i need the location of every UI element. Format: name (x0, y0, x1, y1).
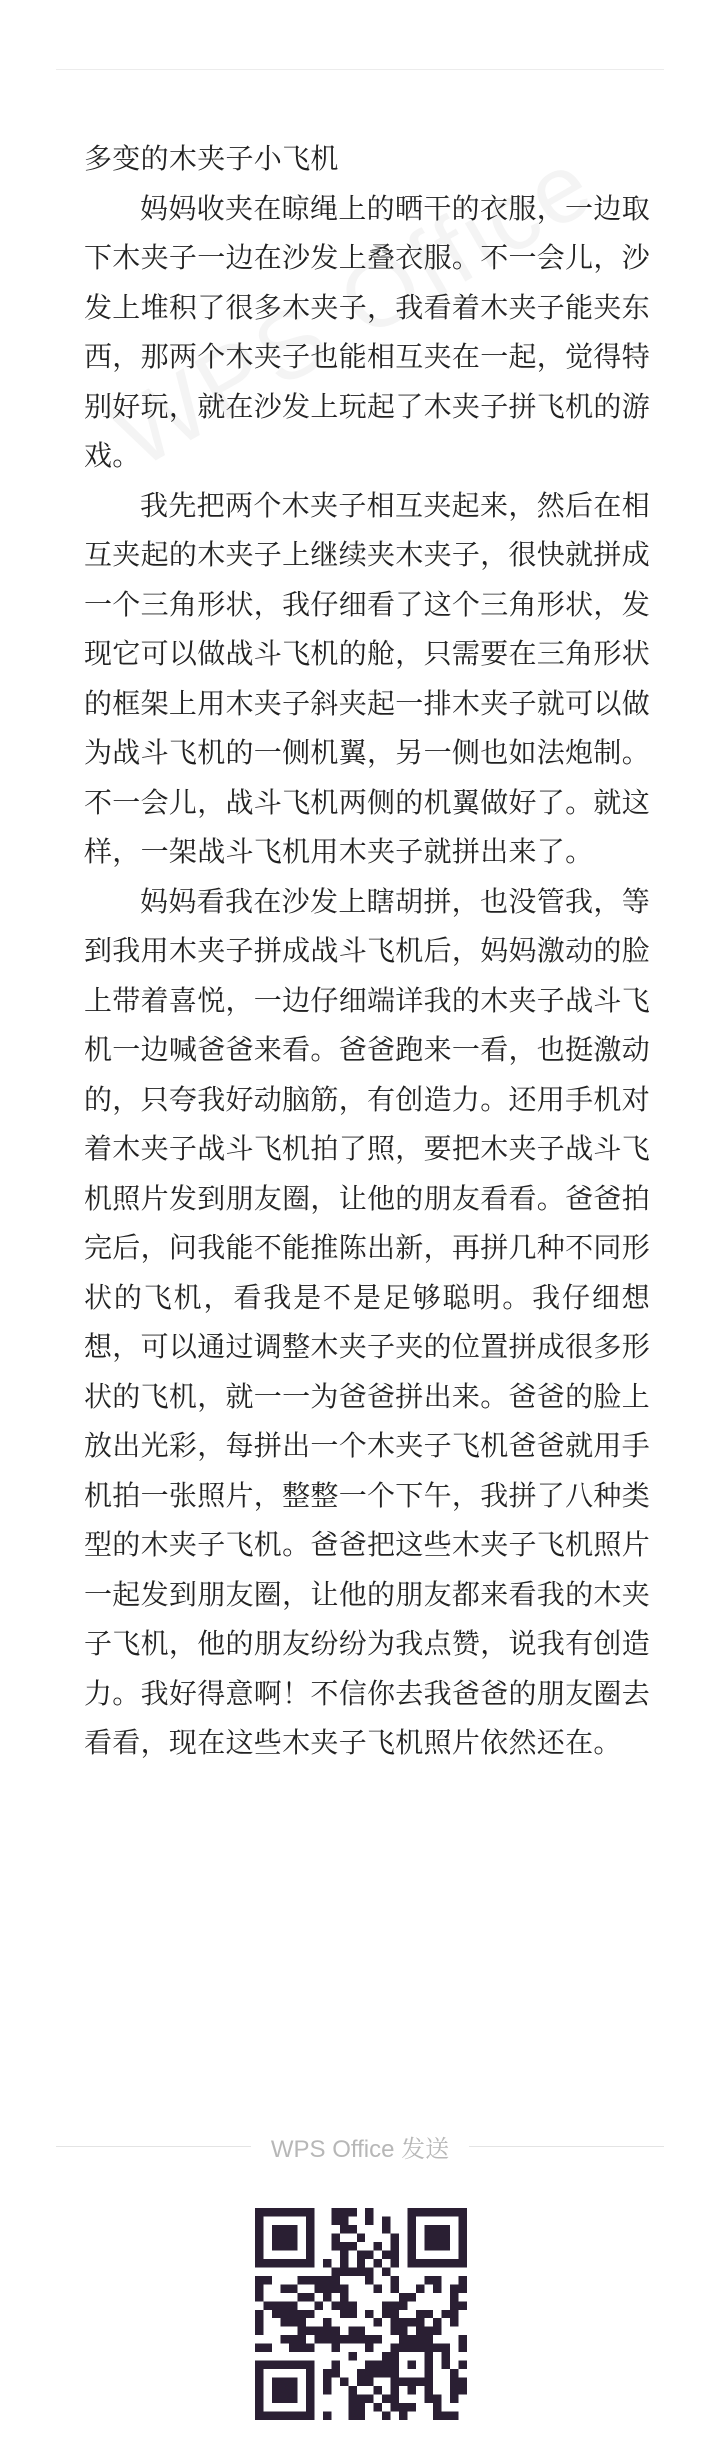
footer-left-divider (56, 2146, 251, 2147)
footer (56, 2126, 664, 2166)
qr-code-icon (255, 2208, 467, 2420)
article-title: 多变的木夹子小飞机 (84, 142, 339, 175)
paragraph-1: 妈妈收夹在晾绳上的晒干的衣服，一边取下木夹子一边在沙发上叠衣服。不一会儿，沙发上堆积了很多木夹子，我看着木夹子能夹东西，那两个木夹子也能相互夹在一起，觉得特别好玩，就在沙发上玩起了木夹子拼飞机的游戏。 (84, 191, 651, 472)
footer-right-divider (469, 2146, 664, 2147)
article (84, 134, 650, 1768)
paragraph-3: 妈妈看我在沙发上瞎胡拼，也没管我，等到我用木夹子拼成战斗飞机后，妈妈激动的脸上带着喜悦，一边仔细端详我的木夹子战斗飞机一边喊爸爸来看。爸爸跑来一看，也挺激动的，只夸我好动脑筋，有创造力。还用手机对着木夹子战斗飞机拍了照，要把木夹子战斗飞机照片发到朋友圈，让他的朋友看看。爸爸拍完后，问我能不能推陈出新，再拼几种不同形状的飞机，看我是不是足够聪明。我仔细想想，可以通过调整木夹子夹的位置拼成很多形状的飞机，就一一为爸爸拼出来。爸爸的脸上放出光彩，每拼出一个木夹子飞机爸爸就用手机拍一张照片，整整一个下午，我拼了八种类型的木夹子飞机。爸爸把这些木夹子飞机照片一起发到朋友圈，让他的朋友都来看我的木夹子飞机，他的朋友纷纷为我点赞，说我有创造力。我好得意啊！不信你去我爸爸的朋友圈去看看，现在这些木夹子飞机照片依然还在。 (84, 884, 651, 1759)
top-divider (56, 69, 664, 70)
footer-label: WPS Office 发送 (270, 2135, 450, 2163)
paragraph-2: 我先把两个木夹子相互夹起来，然后在相互夹起的木夹子上继续夹木夹子，很快就拼成一个三角形状，我仔细看了这个三角形状，发现它可以做战斗飞机的舱，只需要在三角形状的框架上用木夹子斜夹起一排木夹子就可以做为战斗飞机的一侧机翼，另一侧也如法炮制。不一会儿，战斗飞机两侧的机翼做好了。就这样，一架战斗飞机用木夹子就拼出来了。 (84, 488, 651, 868)
